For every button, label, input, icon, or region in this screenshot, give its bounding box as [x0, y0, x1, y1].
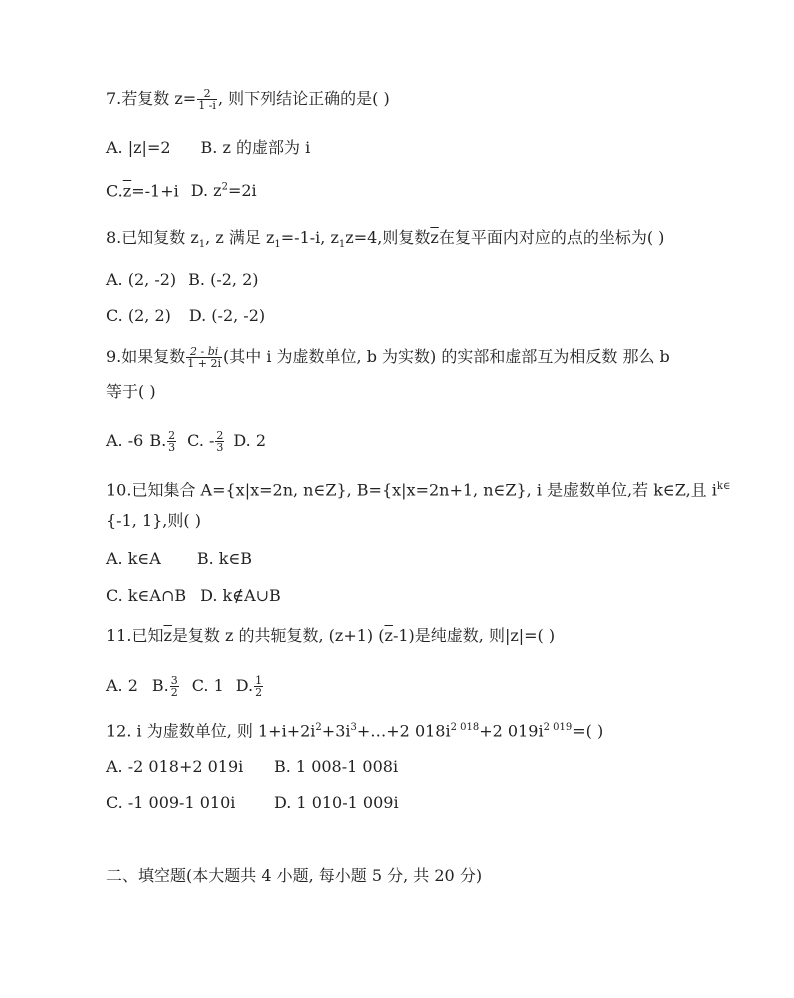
q10-options-cd — [106, 586, 281, 606]
q7-options-ab — [106, 138, 310, 158]
q12-option-b: B. 1 008-1 008i — [274, 757, 399, 776]
q9-option-c: C. - $\frac{2}{3}$ — [187, 429, 224, 454]
q9-stem-line2: 等于( ) — [106, 382, 156, 401]
q11-options — [106, 675, 264, 698]
q9-stem: 9.如果复数 $\frac{2 - bi}{1 + 2i}$ (其中 i 为虚数单位, b 为实数) 的实部和虚部互为相反数 那么 b — [106, 345, 670, 370]
q10-option-c: C. k∈A∩B — [106, 586, 187, 605]
q12-option-a: A. -2 018+2 019i — [106, 757, 244, 776]
section-title: 二、填空题(本大题共 4 小题, 每小题 5 分, 共 20 分) — [106, 866, 483, 885]
q7-tail: , 则下列结论正确的是( ) — [217, 89, 390, 108]
q8-options-cd — [106, 306, 265, 326]
q11-stem: 11.已知$\overline{z}$是复数 z 的共轭复数, (z+1) $(\overline{z}-1)$是纯虚数, 则|z|=( ) — [106, 626, 556, 645]
q8-option-c: C. (2, 2) — [106, 306, 171, 325]
q7-lead: 7.若复数 z= — [106, 89, 197, 108]
q11-option-a: A. 2 — [106, 676, 138, 695]
q7-fraction — [197, 88, 217, 111]
q7-option-a: A. |z|=2 — [106, 138, 171, 157]
q9-fraction: $\frac{2 - bi}{1 + 2i}$ — [187, 345, 222, 370]
q10-option-a: A. k∈A — [106, 549, 161, 568]
q12-options-cd — [106, 793, 399, 813]
q7-option-b: B. z 的虚部为 i — [200, 138, 311, 157]
q9-options — [106, 430, 266, 453]
q12-stem: 12. i 为虚数单位, 则 $1+i+2i^2+3i^3+\dots+2$ $018i^{2 018}+2$ $019i^{2 019}=$( ) — [106, 721, 604, 741]
q9-option-d: D. 2 — [233, 431, 267, 450]
q7-option-c: $C.\overline{z}=-1+i$ — [106, 181, 179, 201]
q10-stem: 10.已知集合 A={x|x=2n, n∈Z}, B={x|x=2n+1, n∈Z}, i 是虚数单位,若 k∈Z,且 $i^{k\in}$ — [106, 480, 731, 500]
q9-option-a: A. -6 — [106, 431, 144, 450]
q10-option-d: D. k∉A∪B — [200, 586, 281, 605]
q10-options-ab — [106, 549, 252, 569]
q11-option-c: C. 1 — [191, 676, 224, 695]
q11-option-b: B. $\frac{3}{2}$ — [151, 674, 178, 699]
q12-option-d: D. 1 010-1 009i — [274, 793, 399, 812]
q7-frac-den: 1 -i — [198, 99, 216, 112]
q8-option-a: A. (2, -2) — [106, 270, 177, 289]
q9-option-b: B. $\frac{2}{3}$ — [149, 429, 176, 454]
q8-option-d: D. (-2, -2) — [188, 306, 266, 325]
q8-option-b: B. (-2, 2) — [188, 270, 259, 289]
q8-options-ab — [106, 270, 259, 290]
q7-options-cd — [106, 178, 257, 201]
q7-option-d: D. $z^2=2i$ — [190, 181, 257, 201]
q8-stem: 8.已知复数 $z_1$, z 满足 $z_1=-1-i$, $z_1z=4$,则复数$\overline{z}$在复平面内对应的点的坐标为( ) — [106, 228, 665, 251]
q12-options-ab — [106, 757, 398, 777]
q7-stem — [106, 88, 390, 111]
q12-option-c: C. -1 009-1 010i — [106, 793, 236, 812]
q11-option-d: D. $\frac{1}{2}$ — [235, 674, 263, 699]
q7-frac-num: 2 — [197, 88, 217, 100]
section-heading — [106, 866, 482, 886]
q10-option-b: B. k∈B — [196, 549, 253, 568]
q10-stem-line2: {-1, 1},则( ) — [106, 511, 201, 530]
